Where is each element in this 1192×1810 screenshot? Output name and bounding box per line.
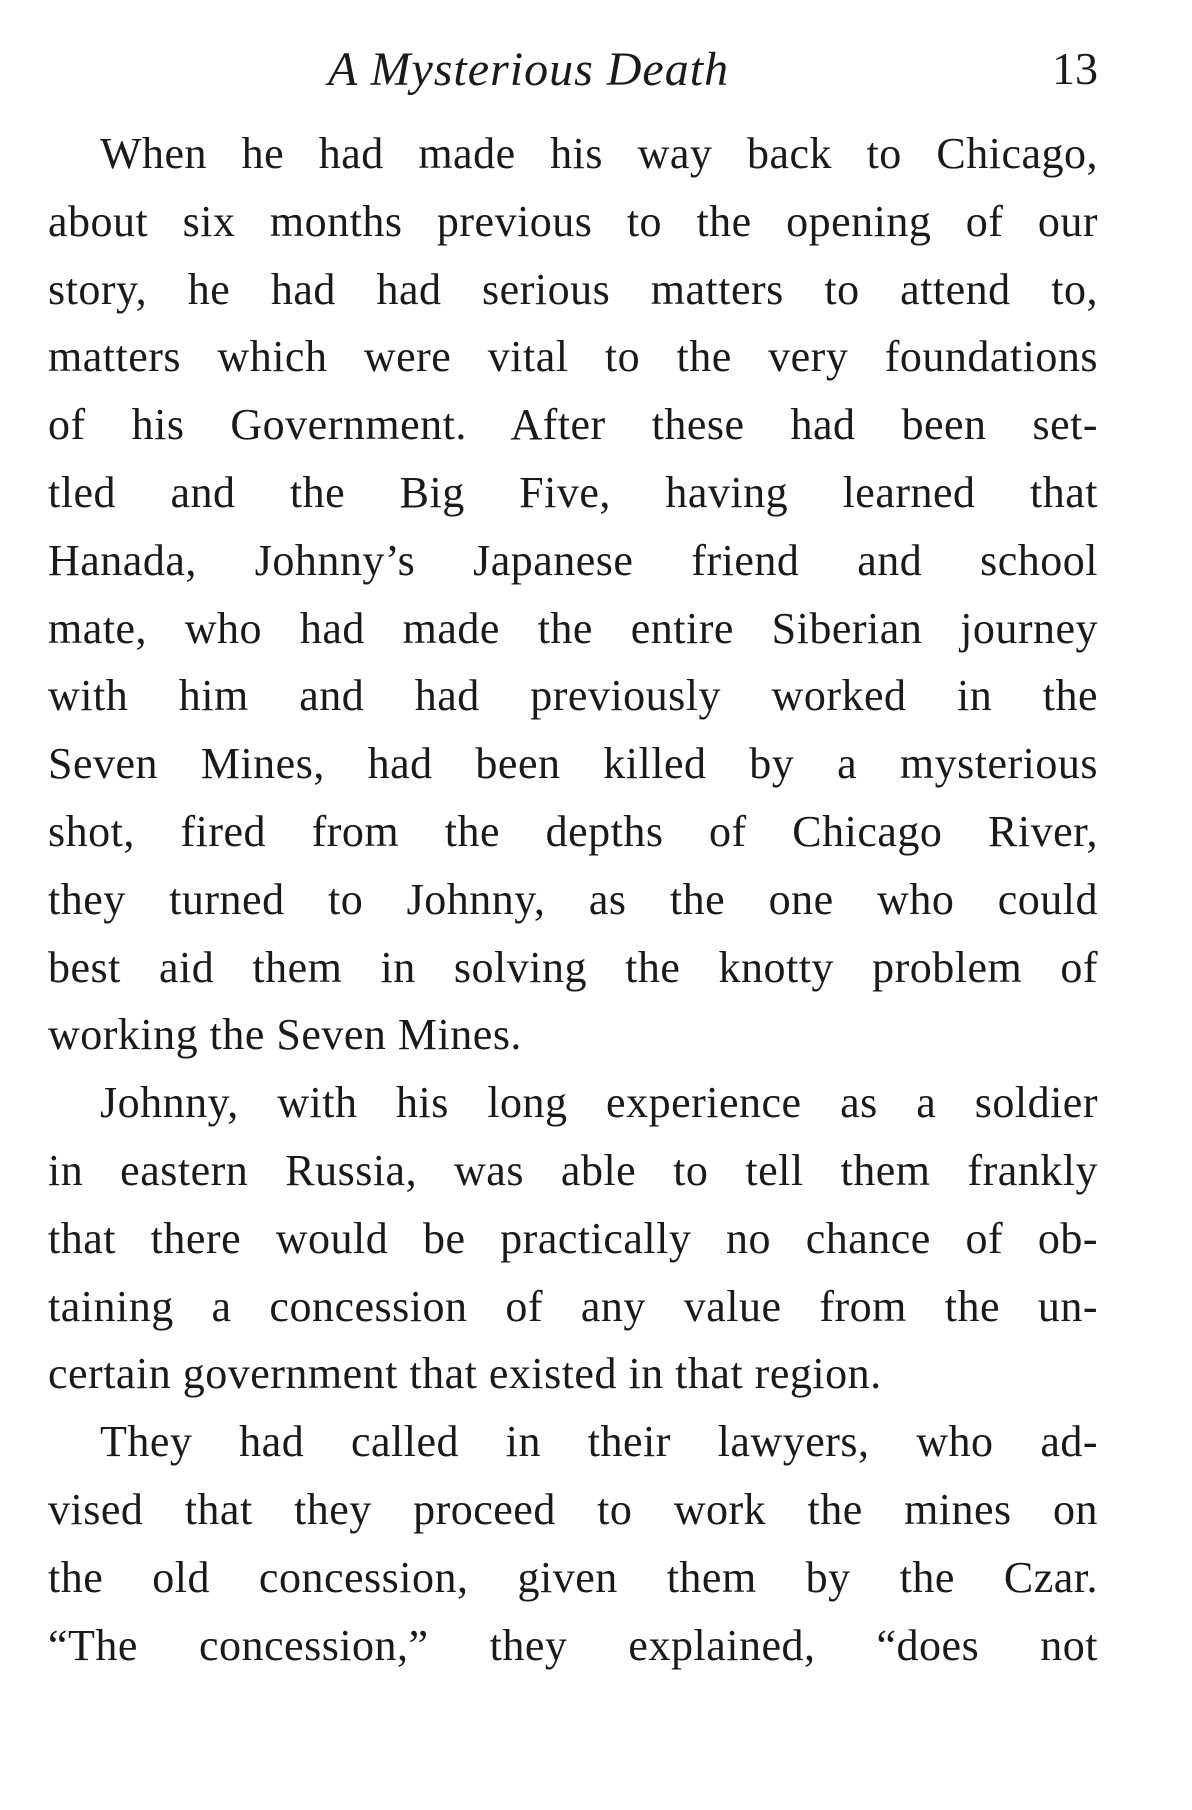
text-line: When he had made his way back to Chicago, (100, 129, 1098, 178)
text-line: Hanada, Johnny’s Japanese friend and school (48, 535, 1098, 585)
text-line: in eastern Russia, was able to tell them frankly (48, 1145, 1098, 1195)
text-line: working the Seven Mines. (48, 1010, 522, 1060)
paragraph-2 (48, 1069, 1098, 1408)
text-line: tled and the Big Five, having learned that (48, 467, 1098, 517)
text-line: taining a concession of any value from the un- (48, 1281, 1098, 1331)
text-line: story, he had had serious matters to attend to, (48, 264, 1098, 314)
paragraph-1 (48, 120, 1098, 1069)
text-line: shot, fired from the depths of Chicago River, (48, 806, 1098, 856)
text-line: Seven Mines, had been killed by a mysterious (48, 739, 1098, 789)
chapter-title: A Mysterious Death (328, 43, 730, 96)
text-line: with him and had previously worked in the (48, 671, 1098, 721)
text-line: that there would be practically no chance of ob- (48, 1213, 1098, 1263)
text-line: they turned to Johnny, as the one who could (48, 874, 1098, 924)
text-line: matters which were vital to the very foundations (48, 332, 1098, 382)
text-line: the old concession, given them by the Czar. (48, 1552, 1098, 1602)
text-line: certain government that existed in that region. (48, 1349, 882, 1399)
text-line: vised that they proceed to work the mines on (48, 1484, 1098, 1534)
running-head (48, 42, 1098, 102)
paragraph-3 (48, 1408, 1098, 1679)
text-line: of his Government. After these had been set- (48, 400, 1098, 450)
text-line: They had called in their lawyers, who ad- (100, 1417, 1098, 1467)
text-line: about six months previous to the opening of our (48, 196, 1098, 246)
page-number: 13 (1052, 43, 1098, 94)
text-line: best aid them in solving the knotty problem of (48, 942, 1098, 992)
body-text (48, 120, 1098, 1679)
text-line: Johnny, with his long experience as a soldier (100, 1078, 1098, 1128)
text-line: mate, who had made the entire Siberian journey (48, 603, 1098, 653)
text-line: “The concession,” they explained, “does not (48, 1620, 1098, 1670)
